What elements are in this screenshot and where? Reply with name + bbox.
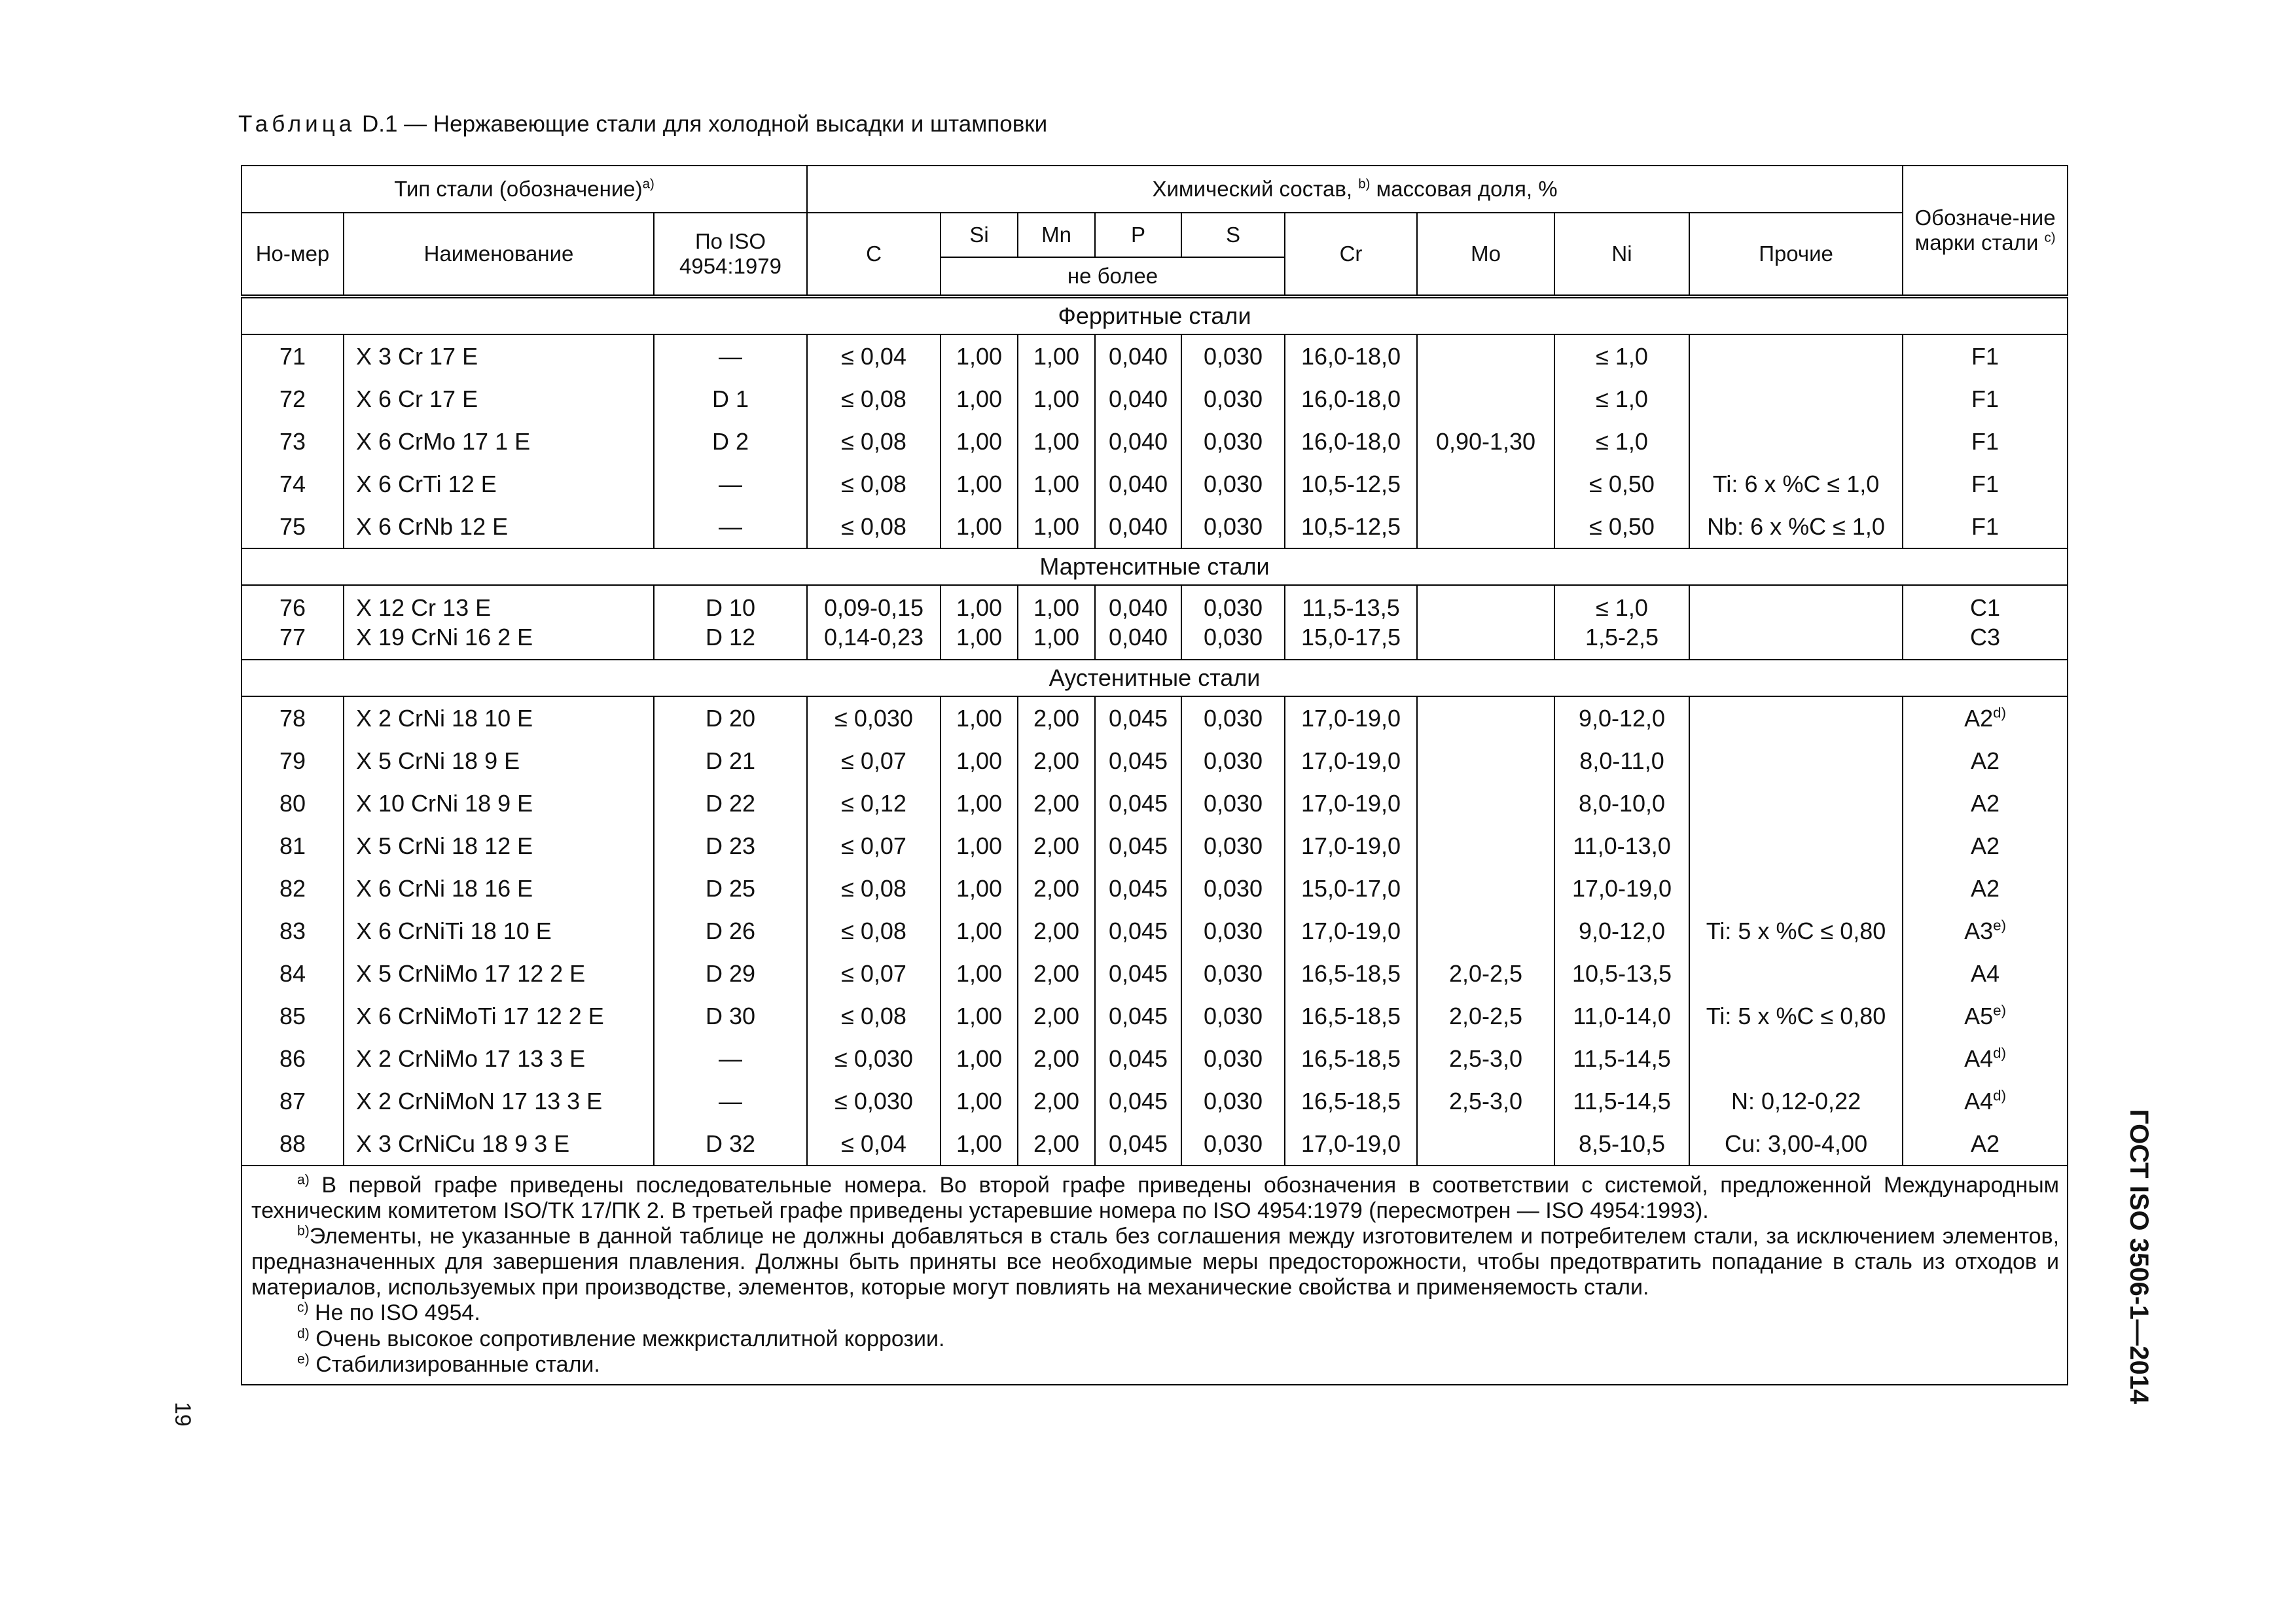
- cell-ni: 8,0-10,0: [1554, 782, 1689, 825]
- page-number: 19: [170, 1402, 195, 1427]
- cell-si: 1,00: [941, 505, 1018, 548]
- cell-cr: 16,0-18,0: [1285, 420, 1417, 463]
- cell-p: 0,045: [1095, 696, 1181, 740]
- cell-mo: 2,5-3,0: [1417, 1037, 1554, 1080]
- section-row: [242, 548, 2068, 585]
- cell-mo: [1417, 825, 1554, 867]
- table-row: [242, 505, 2068, 548]
- cell-si: 1,00: [941, 1122, 1018, 1166]
- cell-si: 1,00: [941, 782, 1018, 825]
- cell-p: 0,045: [1095, 1037, 1181, 1080]
- cell-mn: 2,00: [1018, 1122, 1095, 1166]
- cell-p: 0,040: [1095, 378, 1181, 420]
- cell-c: 0,09-0,15 0,14-0,23: [807, 585, 941, 660]
- cell-si: 1,00: [941, 1080, 1018, 1122]
- cell-other: Ti: 5 x %C ≤ 0,80: [1689, 910, 1903, 952]
- cell-c: ≤ 0,07: [807, 825, 941, 867]
- cell-name: X 2 CrNiMoN 17 13 3 E: [344, 1080, 654, 1122]
- cell-grade: A3$^{e)}$: [1903, 910, 2068, 952]
- table-row: [242, 585, 2068, 660]
- cell-s: 0,030: [1181, 740, 1285, 782]
- cell-ni: 10,5-13,5: [1554, 952, 1689, 995]
- cell-grade: A2: [1903, 867, 2068, 910]
- cell-si: 1,00: [941, 740, 1018, 782]
- cell-name: X 12 Cr 13 E X 19 CrNi 16 2 E: [344, 585, 654, 660]
- cell-ni: 11,5-14,5: [1554, 1037, 1689, 1080]
- cell-mo: [1417, 740, 1554, 782]
- footnote: $^{c)}$ Не по ISO 4954.: [297, 1300, 480, 1326]
- cell-cr: 16,5-18,5: [1285, 1080, 1417, 1122]
- table-caption: [238, 111, 1047, 137]
- cell-mn: 1,00: [1018, 463, 1095, 505]
- mo-header: Mo: [1417, 213, 1554, 296]
- cell-si: 1,00: [941, 867, 1018, 910]
- cr-header: Cr: [1285, 213, 1417, 296]
- cell-s: 0,030: [1181, 995, 1285, 1037]
- cell-mo: [1417, 867, 1554, 910]
- cell-name: X 3 Cr 17 E: [344, 334, 654, 378]
- cell-p: 0,045: [1095, 867, 1181, 910]
- footnote: $^{a)}$ В первой графе приведены последовательные номера. Во второй графе приведены обозначения в соответствии с системой, предложенной Международным техническим комитетом ISO/ТК 17/ПК 2. В третьей графе приведены устаревшие номера по ISO 4954:1979 (пересмотрен — ISO 4954:1993).: [251, 1172, 2060, 1224]
- cell-other: Ti: 6 x %C ≤ 1,0: [1689, 463, 1903, 505]
- cell-iso: D 2: [654, 420, 807, 463]
- table-row: [242, 1080, 2068, 1122]
- cell-mo: [1417, 463, 1554, 505]
- cell-p: 0,045: [1095, 995, 1181, 1037]
- cell-other: Ti: 5 x %C ≤ 0,80: [1689, 995, 1903, 1037]
- footnote: $^{e)}$ Стабилизированные стали.: [297, 1351, 600, 1377]
- table-row: [242, 1122, 2068, 1166]
- cell-c: ≤ 0,030: [807, 1037, 941, 1080]
- cell-s: 0,030: [1181, 952, 1285, 995]
- table-row: [242, 463, 2068, 505]
- cell-s: 0,030: [1181, 867, 1285, 910]
- cell-p: 0,040: [1095, 463, 1181, 505]
- num-header: Но-мер: [242, 213, 344, 296]
- cell-s: 0,030: [1181, 1080, 1285, 1122]
- cell-mn: 1,00 1,00: [1018, 585, 1095, 660]
- table-row: [242, 867, 2068, 910]
- cell-grade: A2: [1903, 825, 2068, 867]
- cell-num: 80: [242, 782, 344, 825]
- cell-c: ≤ 0,08: [807, 995, 941, 1037]
- si-header: Si: [941, 213, 1018, 257]
- cell-ni: ≤ 1,0 1,5-2,5: [1554, 585, 1689, 660]
- c-header: C: [807, 213, 941, 296]
- table-row: [242, 334, 2068, 378]
- cell-name: X 3 CrNiCu 18 9 3 E: [344, 1122, 654, 1166]
- cell-s: 0,030: [1181, 505, 1285, 548]
- s-header: S: [1181, 213, 1285, 257]
- cell-p: 0,040 0,040: [1095, 585, 1181, 660]
- cell-c: ≤ 0,08: [807, 463, 941, 505]
- cell-mo: [1417, 378, 1554, 420]
- cell-name: X 6 CrMo 17 1 E: [344, 420, 654, 463]
- cell-mn: 2,00: [1018, 1080, 1095, 1122]
- cell-mn: 1,00: [1018, 378, 1095, 420]
- cell-c: ≤ 0,08: [807, 910, 941, 952]
- cell-grade: F1: [1903, 463, 2068, 505]
- cell-s: 0,030: [1181, 910, 1285, 952]
- cell-ni: 8,5-10,5: [1554, 1122, 1689, 1166]
- cell-grade: A4: [1903, 952, 2068, 995]
- cell-name: X 6 CrNiTi 18 10 E: [344, 910, 654, 952]
- cell-si: 1,00: [941, 995, 1018, 1037]
- cell-other: [1689, 952, 1903, 995]
- cell-num: 71: [242, 334, 344, 378]
- cell-grade: F1: [1903, 505, 2068, 548]
- name-header: Наименование: [344, 213, 654, 296]
- section-row: [242, 660, 2068, 696]
- cell-grade: A2: [1903, 1122, 2068, 1166]
- cell-other: [1689, 420, 1903, 463]
- cell-iso: D 32: [654, 1122, 807, 1166]
- other-header: Прочие: [1689, 213, 1903, 296]
- cell-cr: 16,5-18,5: [1285, 995, 1417, 1037]
- table-row: [242, 740, 2068, 782]
- austenitic-rows: [242, 696, 2068, 1166]
- cell-num: 81: [242, 825, 344, 867]
- cell-cr: 10,5-12,5: [1285, 463, 1417, 505]
- mn-header: Mn: [1018, 213, 1095, 257]
- cell-si: 1,00: [941, 825, 1018, 867]
- cell-other: [1689, 1037, 1903, 1080]
- cell-mo: 2,5-3,0: [1417, 1080, 1554, 1122]
- caption-text: D.1 — Нержавеющие стали для холодной высадки и штамповки: [355, 111, 1048, 137]
- cell-name: X 6 CrNiMoTi 17 12 2 E: [344, 995, 654, 1037]
- cell-cr: 17,0-19,0: [1285, 782, 1417, 825]
- cell-grade: F1: [1903, 420, 2068, 463]
- cell-other: [1689, 696, 1903, 740]
- cell-grade: A2$^{d)}$: [1903, 696, 2068, 740]
- cell-p: 0,045: [1095, 740, 1181, 782]
- steel-type-header: Тип стали (обозначение)$^{a)}$: [242, 166, 807, 213]
- cell-si: 1,00: [941, 696, 1018, 740]
- cell-iso: D 1: [654, 378, 807, 420]
- cell-name: X 2 CrNiMo 17 13 3 E: [344, 1037, 654, 1080]
- footnote: $^{d)}$ Очень высокое сопротивление межкристаллитной коррозии.: [297, 1325, 945, 1351]
- cell-mn: 1,00: [1018, 505, 1095, 548]
- cell-si: 1,00: [941, 910, 1018, 952]
- cell-si: 1,00: [941, 378, 1018, 420]
- table-row: [242, 420, 2068, 463]
- cell-name: X 2 CrNi 18 10 E: [344, 696, 654, 740]
- cell-s: 0,030: [1181, 782, 1285, 825]
- cell-iso: D 26: [654, 910, 807, 952]
- cell-mn: 2,00: [1018, 1037, 1095, 1080]
- cell-name: X 6 CrNi 18 16 E: [344, 867, 654, 910]
- cell-grade: A5$^{e)}$: [1903, 995, 2068, 1037]
- cell-c: ≤ 0,08: [807, 378, 941, 420]
- cell-s: 0,030: [1181, 1122, 1285, 1166]
- cell-cr: 17,0-19,0: [1285, 825, 1417, 867]
- cell-mn: 2,00: [1018, 867, 1095, 910]
- cell-mn: 2,00: [1018, 995, 1095, 1037]
- cell-name: X 6 CrTi 12 E: [344, 463, 654, 505]
- cell-mn: 2,00: [1018, 952, 1095, 995]
- section-title: Аустенитные стали: [242, 660, 2068, 696]
- cell-other: N: 0,12-0,22: [1689, 1080, 1903, 1122]
- cell-mn: 1,00: [1018, 420, 1095, 463]
- cell-p: 0,045: [1095, 1122, 1181, 1166]
- table-row: [242, 910, 2068, 952]
- cell-mn: 2,00: [1018, 782, 1095, 825]
- cell-s: 0,030: [1181, 378, 1285, 420]
- cell-num: 84: [242, 952, 344, 995]
- cell-ni: ≤ 1,0: [1554, 420, 1689, 463]
- cell-cr: 17,0-19,0: [1285, 910, 1417, 952]
- iso-header: По ISO 4954:1979: [654, 213, 807, 296]
- section-title: Ферритные стали: [242, 296, 2068, 334]
- cell-si: 1,00: [941, 334, 1018, 378]
- cell-c: ≤ 0,12: [807, 782, 941, 825]
- cell-num: 87: [242, 1080, 344, 1122]
- cell-c: ≤ 0,04: [807, 1122, 941, 1166]
- cell-mn: 2,00: [1018, 825, 1095, 867]
- header-row-1: [242, 166, 2068, 213]
- cell-grade: A2: [1903, 740, 2068, 782]
- chem-composition-header: Химический состав, $^{b)}$ массовая доля, %: [807, 166, 1903, 213]
- cell-other: [1689, 334, 1903, 378]
- cell-grade: A4$^{d)}$: [1903, 1080, 2068, 1122]
- cell-iso: —: [654, 1037, 807, 1080]
- cell-other: [1689, 825, 1903, 867]
- cell-num: 86: [242, 1037, 344, 1080]
- cell-grade: A2: [1903, 782, 2068, 825]
- cell-iso: D 20: [654, 696, 807, 740]
- cell-cr: 17,0-19,0: [1285, 1122, 1417, 1166]
- cell-s: 0,030: [1181, 334, 1285, 378]
- footnote: $^{b)}$Элементы, не указанные в данной таблице не должны добавляться в сталь без соглашения между изготовителем и потребителем стали, за исключением элементов, предназначенных для завершения плавления. Должны быть приняты все необходимые меры предосторожности, чтобы предотвратить попадание в сталь из отходов и материалов, используемых при производстве, элементов, которые могут повлиять на механические свойства и применяемость стали.: [251, 1223, 2060, 1300]
- cell-mo: 2,0-2,5: [1417, 952, 1554, 995]
- cell-num: 83: [242, 910, 344, 952]
- cell-num: 75: [242, 505, 344, 548]
- cell-p: 0,045: [1095, 910, 1181, 952]
- cell-cr: 11,5-13,5 15,0-17,5: [1285, 585, 1417, 660]
- cell-mo: 0,90-1,30: [1417, 420, 1554, 463]
- cell-num: 82: [242, 867, 344, 910]
- table-row: [242, 825, 2068, 867]
- cell-p: 0,045: [1095, 825, 1181, 867]
- footnotes: [242, 1166, 2068, 1385]
- cell-s: 0,030 0,030: [1181, 585, 1285, 660]
- cell-name: X 10 CrNi 18 9 E: [344, 782, 654, 825]
- cell-mo: [1417, 334, 1554, 378]
- table-row: [242, 1037, 2068, 1080]
- cell-num: 72: [242, 378, 344, 420]
- cell-ni: 11,0-13,0: [1554, 825, 1689, 867]
- notes-row: [242, 1166, 2068, 1385]
- cell-ni: 8,0-11,0: [1554, 740, 1689, 782]
- cell-name: X 6 Cr 17 E: [344, 378, 654, 420]
- cell-mo: [1417, 910, 1554, 952]
- cell-iso: D 25: [654, 867, 807, 910]
- cell-cr: 15,0-17,0: [1285, 867, 1417, 910]
- cell-other: Cu: 3,00-4,00: [1689, 1122, 1903, 1166]
- cell-ni: ≤ 1,0: [1554, 378, 1689, 420]
- cell-iso: —: [654, 334, 807, 378]
- cell-c: ≤ 0,030: [807, 1080, 941, 1122]
- cell-c: ≤ 0,08: [807, 505, 941, 548]
- cell-name: X 5 CrNi 18 9 E: [344, 740, 654, 782]
- cell-grade: F1: [1903, 334, 2068, 378]
- cell-iso: —: [654, 1080, 807, 1122]
- cell-iso: D 30: [654, 995, 807, 1037]
- cell-cr: 16,0-18,0: [1285, 334, 1417, 378]
- cell-iso: —: [654, 505, 807, 548]
- cell-s: 0,030: [1181, 420, 1285, 463]
- steel-table: [241, 165, 2068, 1385]
- cell-other: [1689, 782, 1903, 825]
- cell-c: ≤ 0,04: [807, 334, 941, 378]
- cell-ni: 9,0-12,0: [1554, 696, 1689, 740]
- cell-num: 85: [242, 995, 344, 1037]
- cell-other: [1689, 867, 1903, 910]
- p-header: P: [1095, 213, 1181, 257]
- cell-c: ≤ 0,08: [807, 867, 941, 910]
- cell-name: X 6 CrNb 12 E: [344, 505, 654, 548]
- cell-grade: F1: [1903, 378, 2068, 420]
- cell-iso: D 22: [654, 782, 807, 825]
- cell-s: 0,030: [1181, 696, 1285, 740]
- cell-si: 1,00: [941, 1037, 1018, 1080]
- cell-si: 1,00: [941, 952, 1018, 995]
- cell-ni: 11,5-14,5: [1554, 1080, 1689, 1122]
- cell-c: ≤ 0,07: [807, 740, 941, 782]
- cell-ni: ≤ 0,50: [1554, 463, 1689, 505]
- cell-grade: C1 C3: [1903, 585, 2068, 660]
- cell-c: ≤ 0,07: [807, 952, 941, 995]
- cell-iso: D 23: [654, 825, 807, 867]
- cell-p: 0,045: [1095, 1080, 1181, 1122]
- cell-p: 0,045: [1095, 952, 1181, 995]
- cell-mo: [1417, 1122, 1554, 1166]
- cell-p: 0,040: [1095, 334, 1181, 378]
- cell-num: 78: [242, 696, 344, 740]
- table-row: [242, 995, 2068, 1037]
- cell-si: 1,00: [941, 463, 1018, 505]
- table-row: [242, 952, 2068, 995]
- cell-s: 0,030: [1181, 1037, 1285, 1080]
- table-row: [242, 378, 2068, 420]
- cell-grade: A4$^{d)}$: [1903, 1037, 2068, 1080]
- cell-cr: 17,0-19,0: [1285, 740, 1417, 782]
- cell-mn: 2,00: [1018, 696, 1095, 740]
- cell-name: X 5 CrNiMo 17 12 2 E: [344, 952, 654, 995]
- cell-ni: 9,0-12,0: [1554, 910, 1689, 952]
- cell-p: 0,040: [1095, 420, 1181, 463]
- caption-prefix: Таблица: [238, 111, 356, 137]
- table-row: [242, 696, 2068, 740]
- grade-header: Обозначе-ние марки стали $^{c)}$: [1903, 166, 2068, 296]
- cell-num: 88: [242, 1122, 344, 1166]
- cell-other: [1689, 740, 1903, 782]
- cell-mn: 2,00: [1018, 910, 1095, 952]
- cell-c: ≤ 0,08: [807, 420, 941, 463]
- cell-si: 1,00: [941, 420, 1018, 463]
- cell-ni: ≤ 1,0: [1554, 334, 1689, 378]
- cell-c: ≤ 0,030: [807, 696, 941, 740]
- document-code: ГОСТ ISO 3506-1—2014: [2125, 1109, 2153, 1404]
- cell-cr: 17,0-19,0: [1285, 696, 1417, 740]
- ferritic-rows: [242, 334, 2068, 548]
- cell-iso: —: [654, 463, 807, 505]
- cell-s: 0,030: [1181, 463, 1285, 505]
- cell-cr: 16,5-18,5: [1285, 1037, 1417, 1080]
- cell-num: 73: [242, 420, 344, 463]
- cell-iso: D 10 D 12: [654, 585, 807, 660]
- cell-mn: 1,00: [1018, 334, 1095, 378]
- cell-num: 79: [242, 740, 344, 782]
- cell-iso: D 29: [654, 952, 807, 995]
- cell-mo: [1417, 585, 1554, 660]
- cell-mo: [1417, 505, 1554, 548]
- cell-mo: [1417, 782, 1554, 825]
- cell-mn: 2,00: [1018, 740, 1095, 782]
- cell-ni: 11,0-14,0: [1554, 995, 1689, 1037]
- max-header: не более: [941, 257, 1285, 296]
- section-title: Мартенситные стали: [242, 548, 2068, 585]
- cell-p: 0,040: [1095, 505, 1181, 548]
- cell-cr: 16,5-18,5: [1285, 952, 1417, 995]
- cell-p: 0,045: [1095, 782, 1181, 825]
- cell-name: X 5 CrNi 18 12 E: [344, 825, 654, 867]
- cell-other: [1689, 378, 1903, 420]
- cell-mo: [1417, 696, 1554, 740]
- cell-cr: 16,0-18,0: [1285, 378, 1417, 420]
- cell-num: 76 77: [242, 585, 344, 660]
- table-row: [242, 782, 2068, 825]
- cell-iso: D 21: [654, 740, 807, 782]
- cell-ni: ≤ 0,50: [1554, 505, 1689, 548]
- cell-other: Nb: 6 x %C ≤ 1,0: [1689, 505, 1903, 548]
- cell-cr: 10,5-12,5: [1285, 505, 1417, 548]
- cell-ni: 17,0-19,0: [1554, 867, 1689, 910]
- section-row: [242, 296, 2068, 334]
- cell-s: 0,030: [1181, 825, 1285, 867]
- cell-si: 1,00 1,00: [941, 585, 1018, 660]
- ni-header: Ni: [1554, 213, 1689, 296]
- cell-num: 74: [242, 463, 344, 505]
- cell-mo: 2,0-2,5: [1417, 995, 1554, 1037]
- header-row-2: [242, 213, 2068, 257]
- cell-other: [1689, 585, 1903, 660]
